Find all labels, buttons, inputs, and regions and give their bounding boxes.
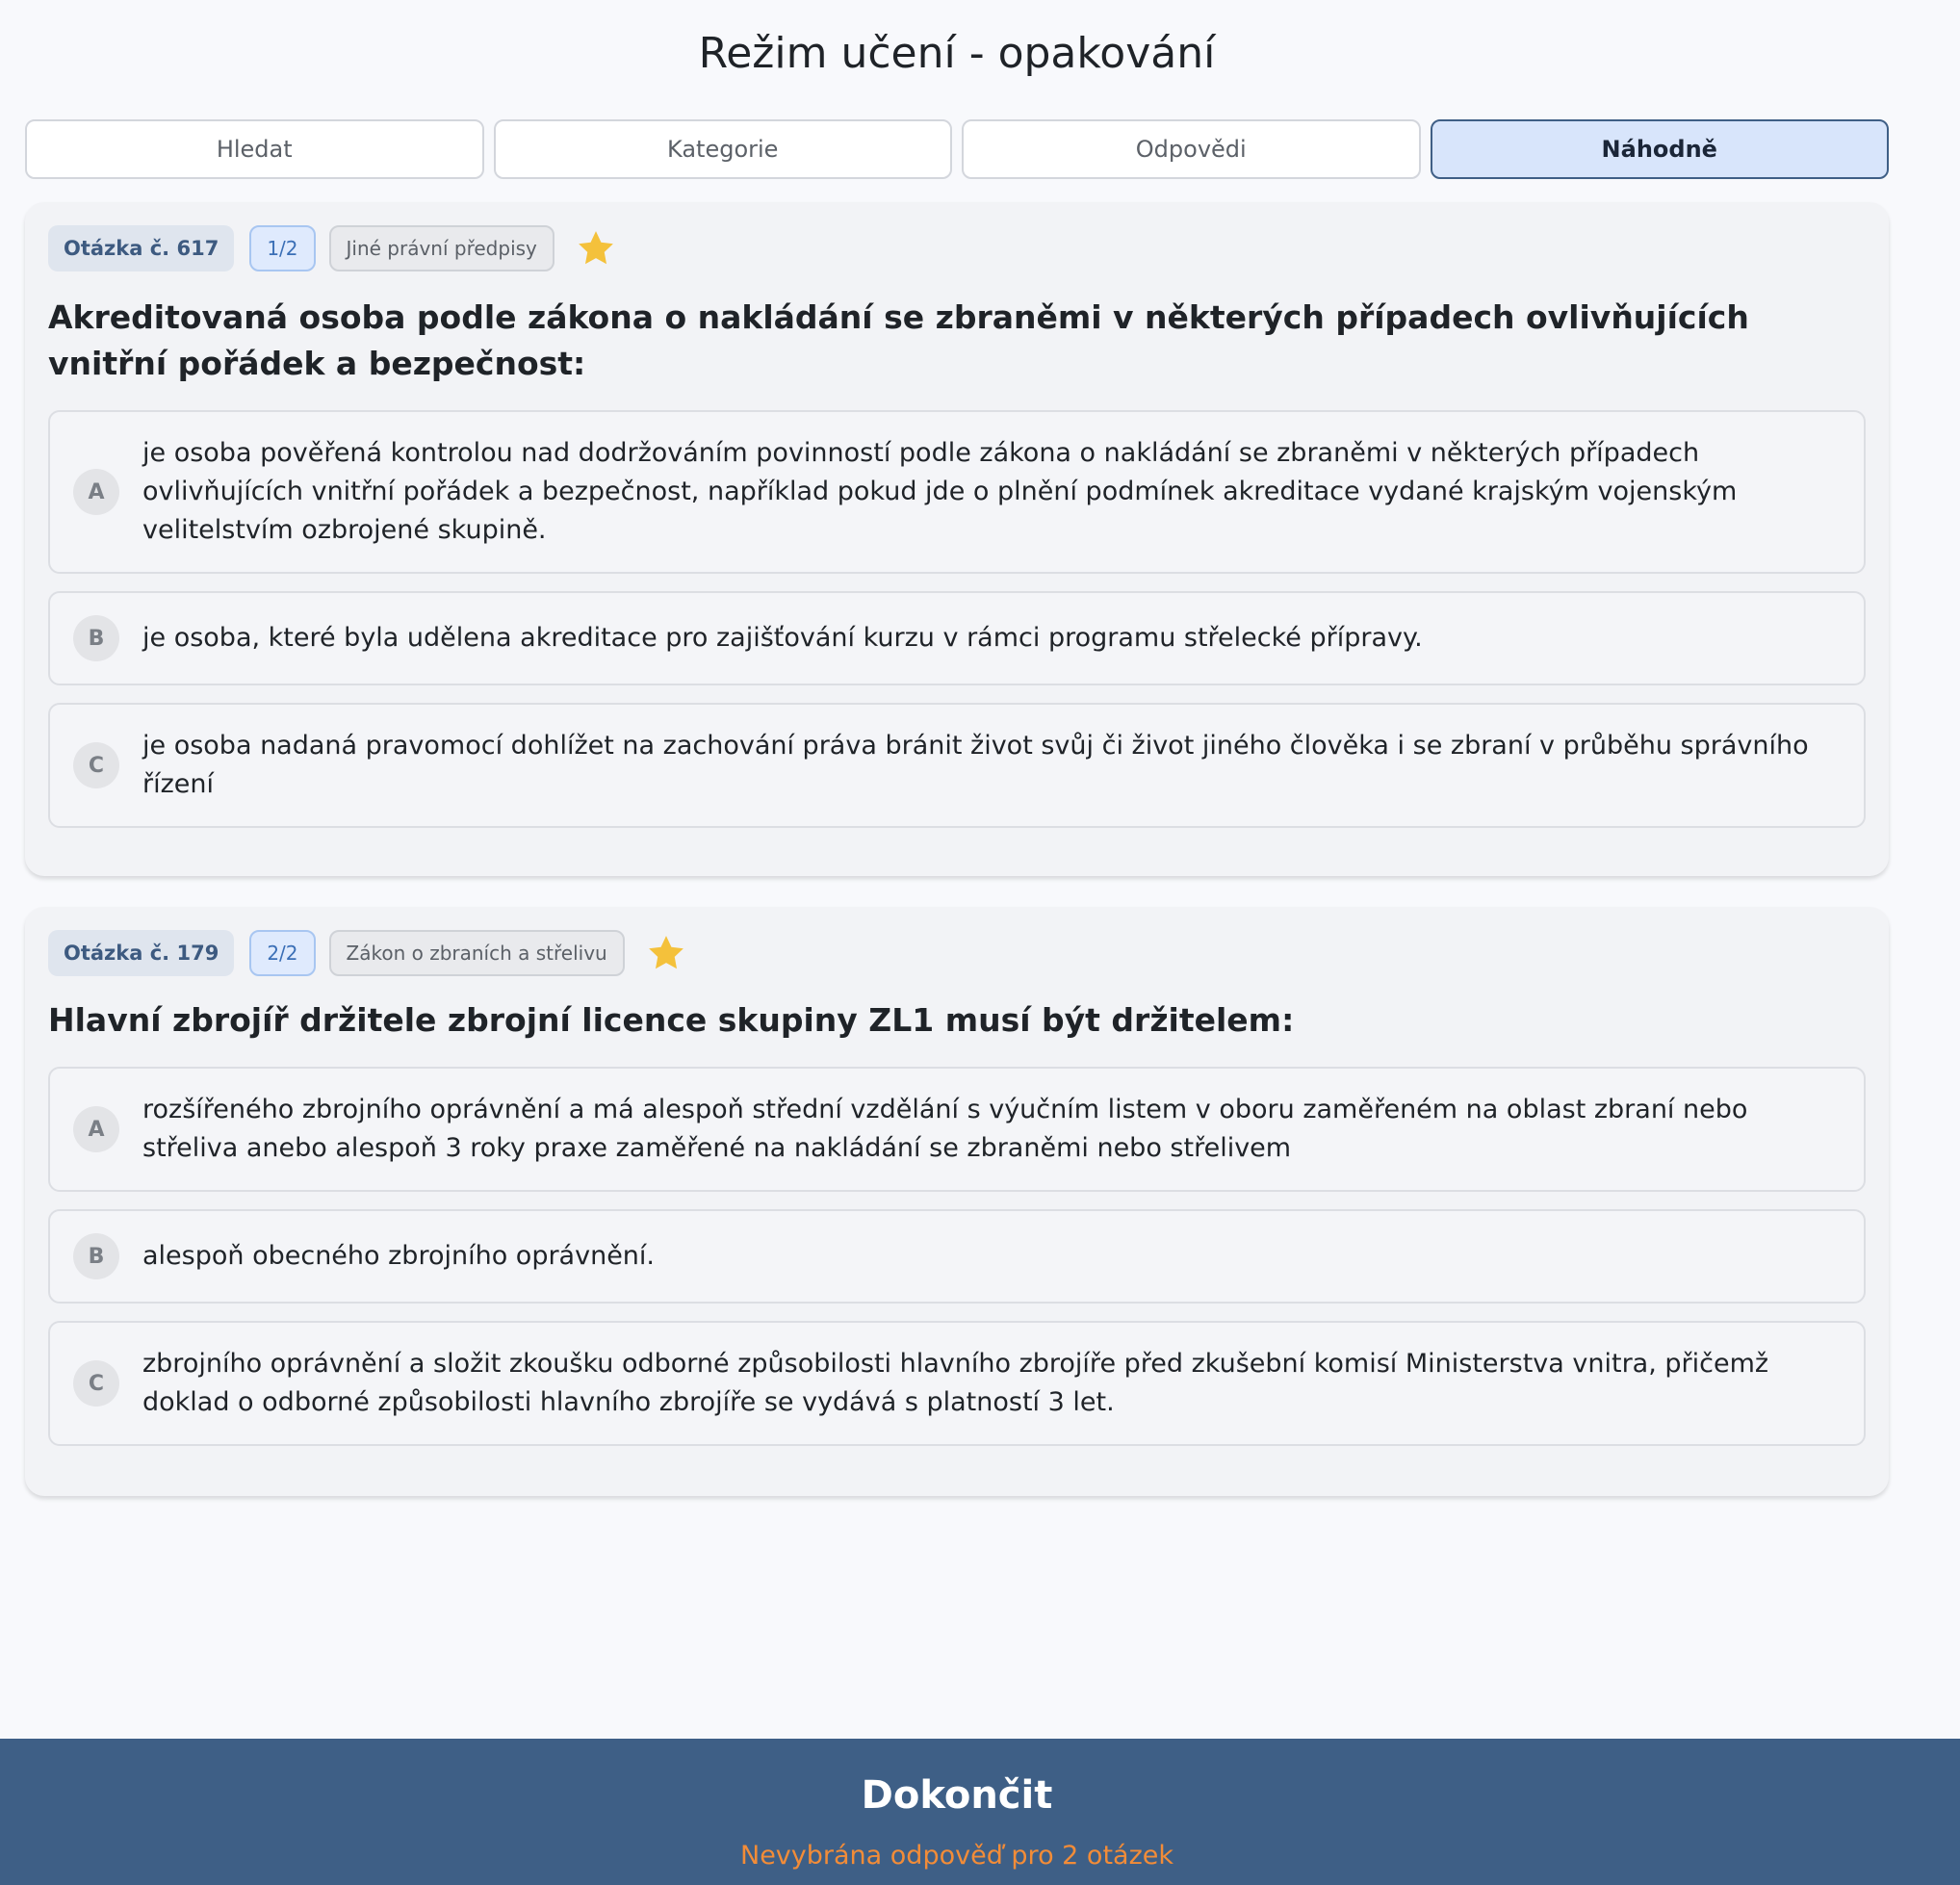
question-category-badge: Zákon o zbraních a střelivu xyxy=(329,930,625,976)
answer-option-c[interactable] xyxy=(48,703,1866,828)
answer-option-b[interactable] xyxy=(48,1209,1866,1304)
question-position-badge: 1/2 xyxy=(249,225,315,271)
answer-letter: C xyxy=(73,1360,119,1407)
tab-random[interactable]: Náhodně xyxy=(1431,119,1890,179)
question-number-badge: Otázka č. 179 xyxy=(48,930,234,976)
tab-answers[interactable]: Odpovědi xyxy=(962,119,1421,179)
question-category-badge: Jiné právní předpisy xyxy=(329,225,554,271)
tab-search[interactable]: Hledat xyxy=(25,119,484,179)
answer-list xyxy=(48,1067,1866,1446)
answer-option-c[interactable] xyxy=(48,1321,1866,1446)
question-text: Akreditovaná osoba podle zákona o nakládání se zbraněmi v některých případech ovlivňujících vnitřní pořádek a bezpečnost: xyxy=(48,298,1749,382)
finish-button[interactable] xyxy=(0,1739,1960,1885)
answer-text: je osoba pověřená kontrolou nad dodržováním povinností podle zákona o nakládání se zbraněmi v některých případech ovlivňujících vnitřní pořádek a bezpečnost, například pokud jde o plnění podmínek akreditace vydané krajským vojenským velitelstvím ozbrojené skupině. xyxy=(142,438,1738,545)
finish-button-label: Dokončit xyxy=(861,1773,1053,1818)
answer-letter: A xyxy=(73,1106,119,1152)
question-position-badge: 2/2 xyxy=(249,930,315,976)
tab-categories[interactable]: Kategorie xyxy=(494,119,953,179)
answer-letter: B xyxy=(73,615,119,661)
answer-text: je osoba, které byla udělena akreditace pro zajišťování kurzu v rámci programu střelecké přípravy. xyxy=(142,623,1423,653)
question-card xyxy=(25,202,1889,876)
answer-text: rozšířeného zbrojního oprávnění a má alespoň střední vzdělání s výučním listem v oboru zaměřeném na oblast zbraní nebo střeliva anebo alespoň 3 roky praxe zaměřené na nakládání se zbraněmi nebo střelivem xyxy=(142,1095,1748,1163)
question-meta xyxy=(48,930,1866,976)
answer-letter: A xyxy=(73,469,119,515)
question-text: Hlavní zbrojíř držitele zbrojní licence skupiny ZL1 musí být držitelem: xyxy=(48,1001,1295,1039)
star-icon[interactable] xyxy=(576,227,618,270)
answer-text: zbrojního oprávnění a složit zkoušku odborné způsobilosti hlavního zbrojíře před zkušební komisí Ministerstva vnitra, přičemž doklad o odborné způsobilosti hlavního zbrojíře se vydává s platností 3 let. xyxy=(142,1349,1769,1417)
answer-option-a[interactable] xyxy=(48,410,1866,574)
answer-option-a[interactable] xyxy=(48,1067,1866,1192)
answer-list xyxy=(48,410,1866,828)
answer-text: alespoň obecného zbrojního oprávnění. xyxy=(142,1241,655,1271)
answer-letter: C xyxy=(73,742,119,788)
question-card xyxy=(25,907,1889,1496)
answer-option-b[interactable] xyxy=(48,591,1866,685)
question-number-badge: Otázka č. 617 xyxy=(48,225,234,271)
answer-text: je osoba nadaná pravomocí dohlížet na zachování práva bránit život svůj či život jiného člověka i se zbraní v průběhu správního řízení xyxy=(142,731,1809,799)
unanswered-warning: Nevybrána odpověď pro 2 otázek xyxy=(740,1841,1173,1871)
star-icon[interactable] xyxy=(646,932,688,974)
mode-tabs xyxy=(25,119,1889,179)
page-title: Režim učení - opakování xyxy=(698,29,1216,78)
answer-letter: B xyxy=(73,1233,119,1279)
question-meta xyxy=(48,225,1866,271)
